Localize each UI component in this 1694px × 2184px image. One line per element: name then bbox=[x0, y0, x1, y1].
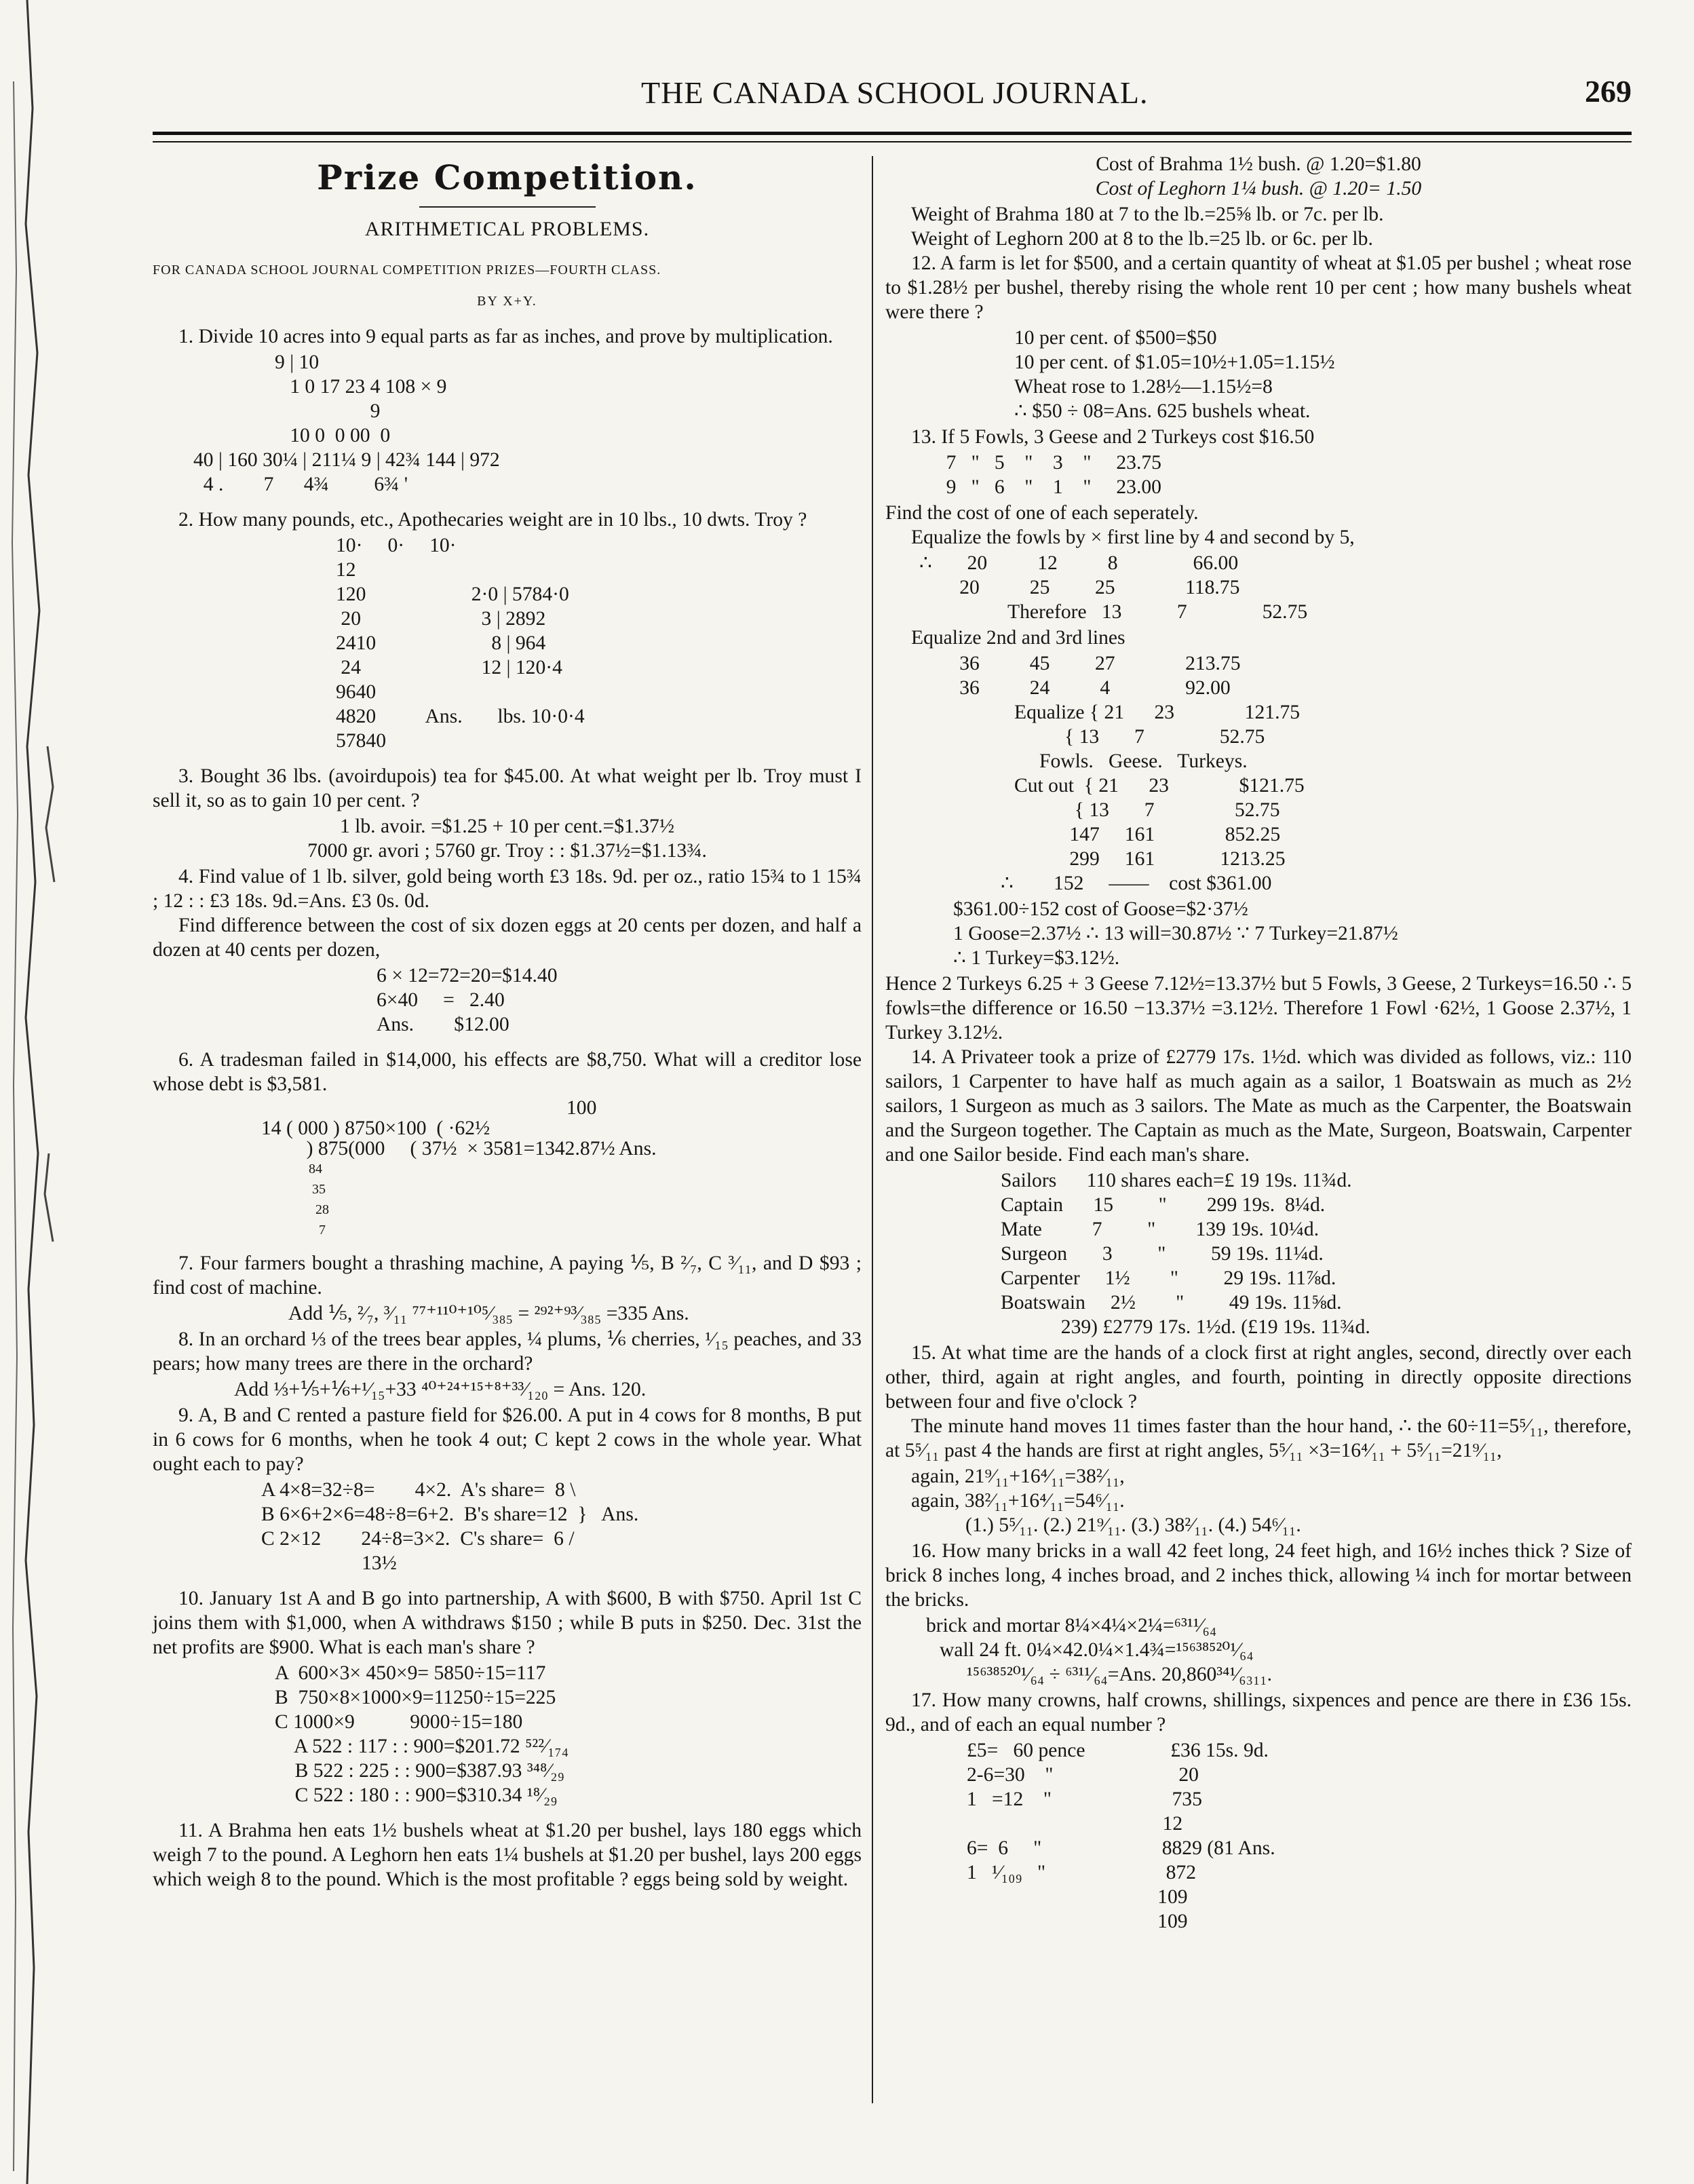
work-line: C 2×12 24÷8=3×2. C's share= 6 / bbox=[261, 1528, 575, 1550]
problem-8-work: Add ⅓+⅕+⅙+¹⁄₁₅+33 ⁴⁰⁺²⁴⁺¹⁵⁺⁸⁺³³⁄₁₂₀ = Ans. 120. bbox=[234, 1379, 647, 1400]
work-line: Boatswain 2½ " 49 19s. 11⅝d. bbox=[1001, 1292, 1342, 1314]
work-line: 10 0 0 00 0 bbox=[275, 425, 391, 446]
work-line: Wheat rose to 1.28½—1.15½=8 bbox=[1014, 376, 1273, 398]
work-line: B 6×6+2×6=48÷8=6+2. B's share=12 } Ans. bbox=[261, 1503, 639, 1525]
work-line: 57840 bbox=[336, 730, 386, 752]
work-line: Captain 15 " 299 19s. 8¼d. bbox=[1001, 1194, 1326, 1216]
work-line: ∴ 20 12 8 66.00 bbox=[919, 552, 1239, 574]
work-line: 35 bbox=[261, 1182, 326, 1197]
work-line: C 1000×9 9000÷15=180 bbox=[275, 1711, 523, 1733]
work-line: 100 bbox=[566, 1097, 597, 1119]
work-line: Weight of Leghorn 200 at 8 to the lb.=25 lb. or 6c. per lb. bbox=[911, 228, 1373, 250]
problem-6-work bbox=[261, 1098, 862, 1240]
byline: BY X+Y. bbox=[477, 294, 537, 309]
work-line: (1.) 5⁵⁄₁₁. (2.) 21⁹⁄₁₁. (3.) 38²⁄₁₁. (4.) 54⁶⁄₁₁. bbox=[965, 1514, 1301, 1536]
problem-13-table-2 bbox=[919, 651, 1632, 896]
problem-13-hence: Hence 2 Turkeys 6.25 + 3 Geese 7.12½=13.37½ but 5 Fowls, 3 Geese, 2 Turkeys=16.50 ∴ 5 fowls=the difference or 16.50 −13.37½ =3.12½. Therefore 1 Fowl ·62½, 1 Goose 2.37½, 1 Turkey 3.12½. bbox=[885, 973, 1632, 1043]
problem-13-table-1 bbox=[919, 551, 1632, 624]
work-line: 9 " 6 " 1 " 23.00 bbox=[926, 476, 1161, 498]
work-line: 1 Goose=2.37½ ∴ 13 will=30.87½ ∵ 7 Turkey=21.87½ bbox=[953, 923, 1398, 944]
page-header bbox=[153, 61, 1632, 115]
problem-7-work: Add ⅕, ²⁄₇, ³⁄₁₁ ⁷⁷⁺¹¹⁰⁺¹⁰⁵⁄₃₈₅ = ²⁹²⁺⁹³⁄₃₈₅ =335 Ans. bbox=[288, 1303, 689, 1324]
work-line: ∴ 152 —— cost $361.00 bbox=[1001, 873, 1272, 894]
work-line: A 4×8=32÷8= 4×2. A's share= 8 \ bbox=[261, 1479, 576, 1501]
right-column bbox=[885, 151, 1632, 1935]
work-line: Cut out { 21 23 $121.75 bbox=[1014, 775, 1305, 797]
problem-8: 8. In an orchard ⅓ of the trees bear apples, ¼ plums, ⅙ cherries, ¹⁄₁₅ peaches, and 33 pears; how many trees are there in the orchard? bbox=[153, 1328, 862, 1375]
work-line: Sailors 110 shares each=£ 19 19s. 11¾d. bbox=[1001, 1170, 1352, 1191]
competition-line: FOR CANADA SCHOOL JOURNAL COMPETITION PRIZES—FOURTH CLASS. bbox=[153, 263, 661, 277]
work-line: 1 ¹⁄₁₀₉ " 872 bbox=[967, 1862, 1196, 1883]
work-line: { 13 7 52.75 bbox=[1014, 799, 1280, 821]
problem-9: 9. A, B and C rented a pasture field for $26.00. A put in 4 cows for 8 months, B put in 6 cows for 6 months, when he took 4 out; C kept 2 cows in the whole year. What ought each to pay? bbox=[153, 1404, 862, 1475]
work-line: 36 45 27 213.75 bbox=[919, 653, 1241, 674]
work-line: Cost of Leghorn 1¼ bush. @ 1.20= 1.50 bbox=[1095, 178, 1422, 199]
work-line: 10· 0· 10· bbox=[336, 535, 457, 556]
work-line: Weight of Brahma 180 at 7 to the lb.=25⅝ lb. or 7c. per lb. bbox=[911, 204, 1384, 225]
problem-7: 7. Four farmers bought a thrashing machine, A paying ⅕, B ²⁄₇, C ³⁄₁₁, and D $93 ; find cost of machine. bbox=[153, 1252, 862, 1299]
work-line: Cost of Brahma 1½ bush. @ 1.20=$1.80 bbox=[1096, 153, 1421, 175]
work-line: 13½ bbox=[261, 1552, 397, 1574]
work-line: 9640 bbox=[336, 681, 377, 703]
page bbox=[153, 61, 1632, 1932]
work-line: brick and mortar 8¼×4¼×2¼=⁶³¹¹⁄₆₄ bbox=[926, 1615, 1217, 1636]
work-line: 9 | 10 bbox=[275, 351, 320, 373]
problem-13-find: Find the cost of one of each seperately. bbox=[885, 502, 1199, 524]
work-line: 4820 Ans. lbs. 10·0·4 bbox=[336, 706, 585, 727]
work-line: 2410 8 | 964 bbox=[336, 632, 546, 654]
problem-11-work bbox=[885, 152, 1632, 201]
work-line: 109 bbox=[967, 1911, 1188, 1932]
page-number: 269 bbox=[1585, 74, 1632, 109]
work-line: 120 2·0 | 5784·0 bbox=[336, 583, 569, 605]
problem-13-lines bbox=[953, 897, 1632, 970]
work-line: 4 . 7 4¾ 6¾ ' bbox=[193, 474, 408, 495]
work-line: 6= 6 " 8829 (81 Ans. bbox=[967, 1837, 1275, 1859]
problem-13: 13. If 5 Fowls, 3 Geese and 2 Turkeys cost $16.50 bbox=[911, 426, 1315, 448]
work-line: 20 3 | 2892 bbox=[336, 608, 546, 630]
work-line: 299 161 1213.25 bbox=[1014, 848, 1286, 870]
work-line: 109 bbox=[967, 1886, 1188, 1908]
left-column bbox=[153, 151, 862, 1892]
work-line: 28 bbox=[261, 1202, 329, 1217]
work-line: 239) £2779 17s. 1½d. (£19 19s. 11¾d. bbox=[1001, 1316, 1370, 1338]
problem-3-work bbox=[153, 814, 862, 863]
work-line: B 522 : 225 : : 900=$387.93 ³⁴⁸⁄₂₉ bbox=[275, 1760, 564, 1782]
problem-13-work-a bbox=[926, 451, 1632, 499]
problem-16: 16. How many bricks in a wall 42 feet long, 24 feet high, and 16½ inches thick ? Size of brick 8 inches long, 4 inches broad, and 2 inches thick, allowing ¼ inch for mortar between the bricks. bbox=[885, 1540, 1632, 1611]
problem-4: 4. Find value of 1 lb. silver, gold being worth £3 18s. 9d. per oz., ratio 15¾ to 1 15¾ ; 12 : : £3 18s. 9d.=Ans. £3 0s. 0d. bbox=[153, 866, 862, 912]
problem-5-work bbox=[377, 963, 862, 1037]
problem-2: 2. How many pounds, etc., Apothecaries weight are in 10 lbs., 10 dwts. Troy ? bbox=[178, 509, 807, 531]
work-line: A 600×3× 450×9= 5850÷15=117 bbox=[275, 1662, 546, 1684]
problem-11-lines bbox=[911, 202, 1632, 251]
work-line: 36 24 4 92.00 bbox=[919, 677, 1231, 699]
problem-15-work bbox=[911, 1464, 1632, 1537]
work-line: Ans. $12.00 bbox=[377, 1014, 509, 1035]
problem-3: 3. Bought 36 lbs. (avoirdupois) tea for $45.00. At what weight per lb. Troy must I sell it, so as to gain 10 per cent. ? bbox=[153, 765, 862, 811]
work-line: ∴ 1 Turkey=$3.12½. bbox=[953, 947, 1120, 969]
work-line: Equalize { 21 23 121.75 bbox=[1014, 702, 1301, 723]
work-line: 10 per cent. of $500=$50 bbox=[1014, 327, 1217, 349]
work-line: Carpenter 1½ " 29 19s. 11⅞d. bbox=[1001, 1267, 1336, 1289]
binding-edge bbox=[0, 0, 81, 2184]
work-line: 12 bbox=[336, 559, 356, 581]
subtitle: ARITHMETICAL PROBLEMS. bbox=[364, 218, 650, 240]
work-line: Mate 7 " 139 19s. 10¼d. bbox=[1001, 1219, 1320, 1240]
work-line: Surgeon 3 " 59 19s. 11¼d. bbox=[1001, 1243, 1324, 1265]
problem-15: 15. At what time are the hands of a clock first at right angles, second, directly over each other, third, again at right angles, and fourth, pointing in directly opposite directions between four and five o'clock ? bbox=[885, 1342, 1632, 1413]
problem-14-table bbox=[1001, 1168, 1632, 1339]
problem-12-work bbox=[1014, 326, 1632, 423]
work-line: 147 161 852.25 bbox=[1014, 824, 1281, 845]
problem-13-equalize-1: Equalize the fowls by × first line by 4 and second by 5, bbox=[911, 526, 1355, 548]
work-line: 9 bbox=[275, 400, 381, 422]
problem-14: 14. A Privateer took a prize of £2779 17s. 1½d. which was divided as follows, viz.: 110 sailors, 1 Carpenter to have half as much again as a sailor, 1 Boatswain as much as 2½ sailors, 1 Surgeon as much as 3 sailors. The Mate as much as the Carpenter, the Boatswain and the Surgeon together. The Captain as much as the Mate, Surgeon, Boatswain, Carpenter and one Sailor beside. Find each man's share. bbox=[885, 1046, 1632, 1166]
work-line: 24 12 | 120·4 bbox=[336, 657, 562, 678]
journal-title: THE CANADA SCHOOL JOURNAL. bbox=[641, 75, 1149, 110]
work-line: 12 bbox=[967, 1813, 1183, 1835]
problem-11: 11. A Brahma hen eats 1½ bushels wheat at $1.20 per bushel, lays 180 eggs which weigh 7 to the pound. A Leghorn hen eats 1¼ bushels at $1.20 per bushel, lays 200 eggs which weigh 8 to the pound. Which is the most profitable ? eggs being sold by weight. bbox=[153, 1820, 862, 1890]
work-line: $361.00÷152 cost of Goose=$2·37½ bbox=[953, 898, 1248, 920]
problem-17: 17. How many crowns, half crowns, shillings, sixpences and pence are there in £36 15s. 9d., and of each an equal number ? bbox=[885, 1689, 1632, 1736]
problem-10-work bbox=[275, 1661, 862, 1807]
work-line: Fowls. Geese. Turkeys. bbox=[1014, 750, 1248, 772]
work-line: 1 0 17 23 4 108 × 9 bbox=[275, 376, 447, 398]
problem-1-work bbox=[193, 350, 862, 497]
work-line: 7 bbox=[261, 1223, 326, 1238]
problem-15-solution: The minute hand moves 11 times faster than the hour hand, ∴ the 60÷11=5⁵⁄₁₁, therefore, at 5⁵⁄₁₁ past 4 the hands are first at right angles, 5⁵⁄₁₁ ×3=16⁴⁄₁₁ + 5⁵⁄₁₁=21⁹⁄₁₁, bbox=[885, 1415, 1632, 1461]
work-line: 1 =12 " 735 bbox=[967, 1788, 1202, 1810]
section-title: Prize Competition. bbox=[317, 157, 697, 197]
work-line: 84 bbox=[261, 1162, 322, 1176]
work-line: ) 875(000 ( 37½ × 3581=1342.87½ Ans. bbox=[261, 1138, 657, 1160]
problem-5: Find difference between the cost of six dozen eggs at 20 cents per dozen, and half a dozen at 40 cents per dozen, bbox=[153, 915, 862, 961]
problem-1: 1. Divide 10 acres into 9 equal parts as far as inches, and prove by multiplication. bbox=[178, 326, 833, 347]
problem-16-work bbox=[926, 1613, 1632, 1687]
problem-10: 10. January 1st A and B go into partnership, A with $600, B with $750. April 1st C joins them with $1,000, when A withdraws $150 ; while B puts in $250. Dec. 31st the net profits are $900. What is each man's share ? bbox=[153, 1588, 862, 1658]
header-rule-thin bbox=[153, 141, 1632, 142]
work-line: { 13 7 52.75 bbox=[1014, 726, 1265, 748]
problem-12: 12. A farm is let for $500, and a certain quantity of wheat at $1.05 per bushel ; wheat rose to $1.28½ per bushel, thereby rising the whole rent 10 per cent ; how many bushels wheat were there ? bbox=[885, 252, 1632, 323]
problem-9-work bbox=[261, 1478, 862, 1575]
work-line: 6 × 12=72=20=$14.40 bbox=[377, 965, 558, 986]
work-line: £5= 60 pence £36 15s. 9d. bbox=[967, 1740, 1269, 1761]
work-line: B 750×8×1000×9=11250÷15=225 bbox=[275, 1687, 556, 1708]
work-line: A 522 : 117 : : 900=$201.72 ⁵²²⁄₁₇₄ bbox=[275, 1736, 569, 1757]
work-line: again, 21⁹⁄₁₁+16⁴⁄₁₁=38²⁄₁₁, bbox=[911, 1465, 1125, 1487]
column-divider bbox=[872, 156, 873, 2103]
problem-13-equalize-2: Equalize 2nd and 3rd lines bbox=[911, 627, 1125, 649]
work-line: ¹⁵⁶³⁸⁵²⁰¹⁄₆₄ ÷ ⁶³¹¹⁄₆₄=Ans. 20,860³⁴¹⁄₆₃₁₁. bbox=[967, 1664, 1272, 1685]
work-line: 20 25 25 118.75 bbox=[919, 577, 1240, 598]
work-line: 6×40 = 2.40 bbox=[377, 989, 505, 1011]
problem-17-work bbox=[967, 1738, 1632, 1934]
title-rule bbox=[419, 206, 596, 208]
work-line: 10 per cent. of $1.05=10½+1.05=1.15½ bbox=[1014, 351, 1335, 373]
work-line: 1 lb. avoir. =$1.25 + 10 per cent.=$1.37½ bbox=[339, 816, 675, 837]
work-line: C 522 : 180 : : 900=$310.34 ¹⁸⁄₂₉ bbox=[275, 1784, 558, 1806]
work-line: 7 " 5 " 3 " 23.75 bbox=[926, 452, 1161, 474]
problem-6: 6. A tradesman failed in $14,000, his effects are $8,750. What will a creditor lose whose debt is $3,581. bbox=[153, 1049, 862, 1095]
work-line: 40 | 160 30¼ | 211¼ 9 | 42¾ 144 | 972 bbox=[193, 449, 500, 471]
work-line: ∴ $50 ÷ 08=Ans. 625 bushels wheat. bbox=[1014, 400, 1311, 422]
work-line: 14 ( 000 ) 8750×100 ( ·62½ bbox=[261, 1117, 490, 1139]
problem-2-work bbox=[336, 533, 862, 753]
work-line: again, 38²⁄₁₁+16⁴⁄₁₁=54⁶⁄₁₁. bbox=[911, 1490, 1125, 1512]
work-line: wall 24 ft. 0¼×42.0¼×1.4¾=¹⁵⁶³⁸⁵²⁰¹⁄₆₄ bbox=[940, 1639, 1254, 1661]
work-line: 2-6=30 " 20 bbox=[967, 1764, 1199, 1786]
work-line: Therefore 13 7 52.75 bbox=[1007, 601, 1308, 623]
header-rule bbox=[153, 132, 1632, 135]
work-line: 7000 gr. avori ; 5760 gr. Troy : : $1.37½=$1.13¾. bbox=[307, 840, 707, 862]
